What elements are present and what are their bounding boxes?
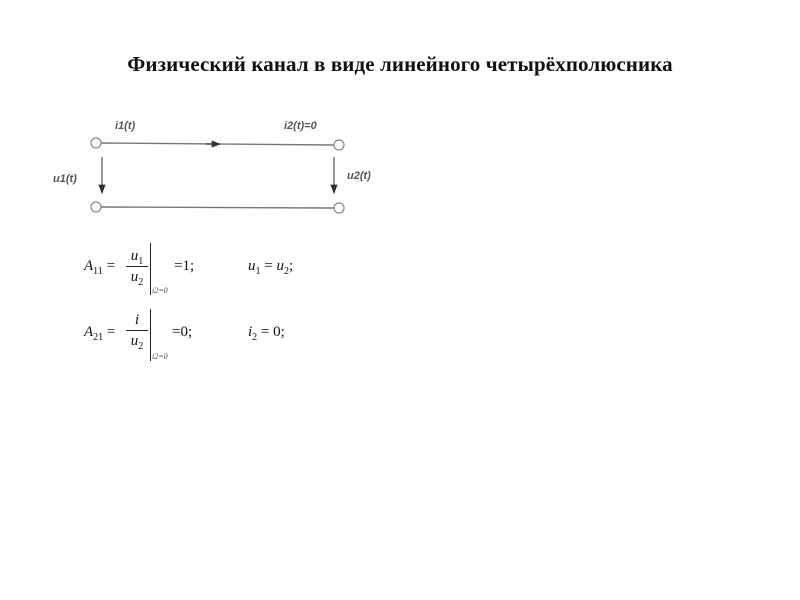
label-u2: u2(t)	[347, 170, 371, 182]
bottom-wire	[101, 207, 334, 208]
eval-bar	[150, 243, 151, 295]
lhs-var: A	[84, 258, 94, 274]
label-i2: i2(t)=0	[284, 120, 317, 132]
condition: i2=0	[152, 352, 168, 361]
terminal-bottom-left	[91, 202, 101, 212]
rel-b: 0	[273, 324, 281, 340]
fraction-i-u2	[126, 310, 148, 351]
relation-i2-0	[248, 324, 285, 343]
num-var: i	[134, 312, 140, 328]
eval-bar	[150, 309, 151, 361]
num-sub: 1	[138, 256, 144, 267]
lhs-sub: 11	[93, 266, 103, 277]
label-u1: u1(t)	[53, 173, 77, 185]
terminal-bottom-right	[334, 203, 344, 213]
terminal-top-right	[334, 140, 344, 150]
den-var: u	[130, 333, 139, 349]
rel-a-sub: 1	[255, 266, 261, 277]
lhs-a21	[84, 324, 115, 343]
slide-title: Физический канал в виде линейного четырёхполюсника	[127, 52, 673, 76]
rel-end: ;	[280, 324, 285, 340]
rel-a: i	[248, 324, 253, 340]
eq-sign: =	[106, 324, 116, 340]
num-var: u	[130, 248, 139, 264]
den-sub: 2	[138, 341, 144, 352]
eq-sign: =	[106, 258, 116, 274]
fraction-u1-u2	[126, 246, 148, 287]
rhs-value: =1;	[174, 258, 195, 274]
terminal-top-left	[91, 138, 101, 148]
rel-a: u	[248, 258, 256, 274]
condition: i2=0	[152, 286, 168, 295]
lhs-sub: 21	[93, 332, 104, 343]
den-var: u	[130, 269, 139, 285]
rel-eq: =	[260, 258, 277, 274]
relation-u1-u2	[248, 258, 293, 277]
rel-a-sub: 2	[252, 332, 258, 343]
rhs-value: =0;	[172, 324, 193, 340]
label-i1: i1(t)	[115, 120, 136, 132]
rel-eq: =	[257, 324, 274, 340]
lhs-a11	[84, 258, 115, 277]
rel-b-sub: 2	[283, 266, 289, 277]
rel-b: u	[276, 258, 284, 274]
lhs-var: A	[84, 324, 94, 340]
den-sub: 2	[138, 277, 144, 288]
rel-end: ;	[288, 258, 294, 274]
